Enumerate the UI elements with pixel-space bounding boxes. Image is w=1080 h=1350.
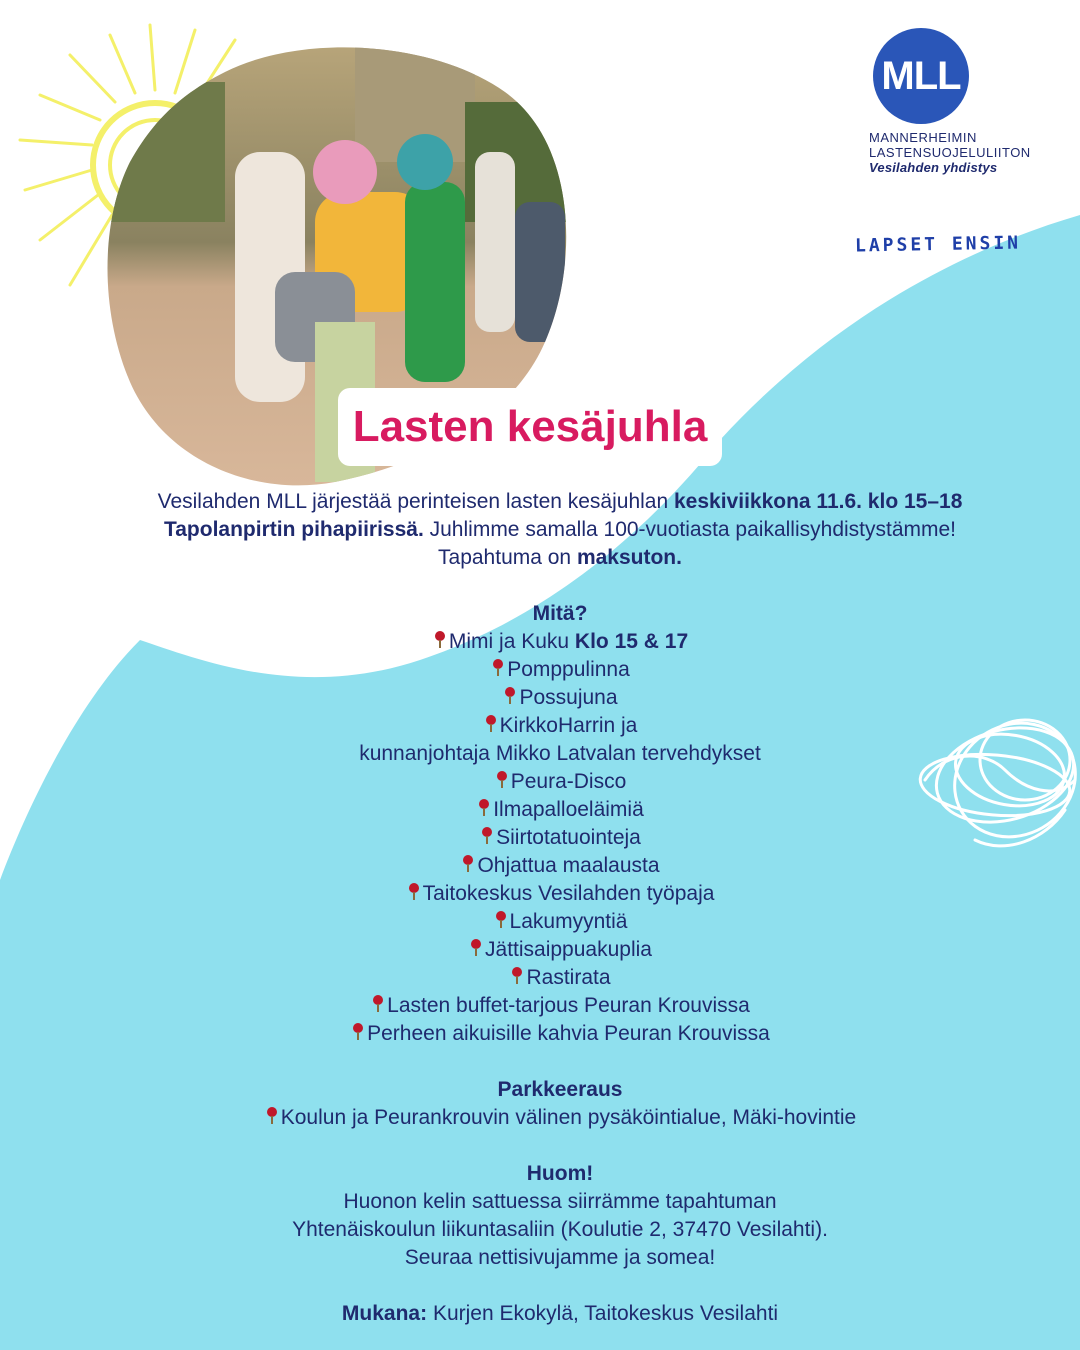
intro-line-3 <box>60 544 1060 572</box>
list-item <box>60 936 1060 964</box>
pin-icon <box>468 938 484 958</box>
event-details <box>60 488 1060 1328</box>
intro-text-2: Juhlimme samalla 100-vuotiasta paikallisyhdistystämme! <box>423 518 957 541</box>
parking-heading <box>60 1076 1060 1104</box>
slogan: LAPSET ENSIN <box>854 232 1022 257</box>
pin-icon <box>493 910 509 930</box>
org-line-2: LASTENSUOJELULIITON <box>869 145 1031 160</box>
list-item <box>60 768 1060 796</box>
parking-text: Koulun ja Peurankrouvin välinen pysäköintialue, Mäki-hovintie <box>280 1106 857 1129</box>
list-item <box>60 628 1060 656</box>
item-text: KirkkoHarrin ja <box>499 714 638 737</box>
pin-icon <box>264 1106 280 1126</box>
list-item <box>60 656 1060 684</box>
item-text: Jättisaippuakuplia <box>485 938 652 961</box>
partners-label: Mukana: <box>341 1302 428 1325</box>
list-item <box>60 880 1060 908</box>
list-item <box>60 992 1060 1020</box>
note-line-3: Seuraa nettisivujamme ja somea! <box>404 1246 716 1269</box>
item-text: Perheen aikuisille kahvia Peuran Krouvissa <box>367 1022 770 1045</box>
intro-date: keskiviikkona 11.6. klo 15–18 <box>674 490 963 513</box>
pin-icon <box>479 826 495 846</box>
pin-icon <box>502 686 518 706</box>
item-text: Taitokeskus Vesilahden työpaja <box>422 882 715 905</box>
item-text: Pomppulinna <box>507 658 630 681</box>
list-item <box>60 684 1060 712</box>
item-text: Lakumyyntiä <box>509 910 628 933</box>
intro-free: maksuton. <box>576 546 682 569</box>
intro-text-1: Vesilahden MLL järjestää perinteisen lasten kesäjuhlan <box>157 490 674 513</box>
list-item <box>60 908 1060 936</box>
pin-icon <box>509 966 525 986</box>
intro-text-3: Tapahtuma on <box>438 546 577 569</box>
org-line-3: Vesilahden yhdistys <box>869 160 998 175</box>
item-text: Peura-Disco <box>510 770 627 793</box>
what-heading-text: Mitä? <box>532 602 588 625</box>
item-text: Ohjattua maalausta <box>477 854 660 877</box>
intro-line-2 <box>60 516 1060 544</box>
org-line-1: MANNERHEIMIN <box>869 130 977 145</box>
intro-location: Tapolanpirtin pihapiirissä. <box>163 518 424 541</box>
list-item <box>60 1020 1060 1048</box>
item-text: Lasten buffet-tarjous Peuran Krouvissa <box>387 994 750 1017</box>
item-text: Rastirata <box>526 966 611 989</box>
note-heading-text: Huom! <box>526 1162 594 1185</box>
pin-icon <box>494 770 510 790</box>
list-item-continuation: kunnanjohtaja Mikko Latvalan tervehdykset <box>359 742 761 765</box>
mll-logo: MLL <box>873 28 969 124</box>
partners-text: Kurjen Ekokylä, Taitokeskus Vesilahti <box>427 1302 779 1325</box>
note-heading <box>60 1160 1060 1188</box>
intro-line-1 <box>60 488 1060 516</box>
pin-icon <box>476 798 492 818</box>
page-title: Lasten kesäjuhla <box>352 402 708 451</box>
pin-icon <box>370 994 386 1014</box>
pin-icon <box>432 630 448 650</box>
list-item <box>60 824 1060 852</box>
partners-line <box>60 1300 1060 1328</box>
list-item <box>60 712 1060 740</box>
parking-line <box>60 1104 1060 1132</box>
note-line-1: Huonon kelin sattuessa siirrämme tapahtuman <box>343 1190 777 1213</box>
list-item <box>60 964 1060 992</box>
item-text: Ilmapalloeläimiä <box>493 798 644 821</box>
organization-name <box>869 130 1031 175</box>
note-line-2: Yhtenäiskoulun liikuntasaliin (Koulutie 2, 37470 Vesilahti). <box>292 1218 828 1241</box>
list-item <box>60 796 1060 824</box>
what-heading <box>60 600 1060 628</box>
pin-icon <box>350 1022 366 1042</box>
item-text: Mimi ja Kuku <box>448 630 575 653</box>
pin-icon <box>483 714 499 734</box>
list-item <box>60 852 1060 880</box>
item-text: Possujuna <box>519 686 618 709</box>
title-box <box>338 388 722 466</box>
pin-icon <box>406 882 422 902</box>
pin-icon <box>460 854 476 874</box>
item-time: Klo 15 & 17 <box>574 630 689 653</box>
pin-icon <box>490 658 506 678</box>
parking-heading-text: Parkkeeraus <box>497 1078 623 1101</box>
item-text: Siirtotatuointeja <box>496 826 641 849</box>
